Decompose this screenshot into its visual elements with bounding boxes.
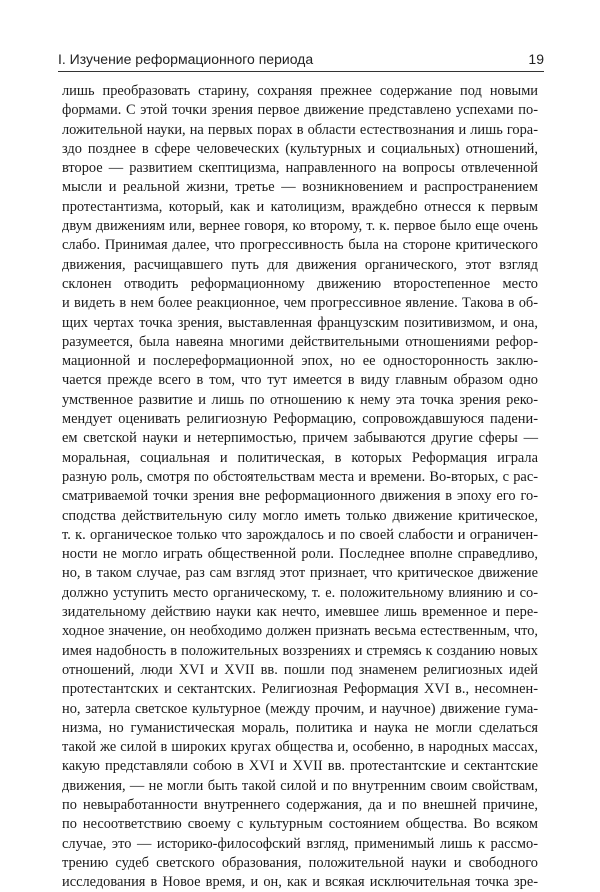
text-line: ности не могло играть общественной роли. Последнее вполне справедливо, bbox=[62, 546, 538, 563]
text-line: случае, это — историко-философский взгляд, применимый лишь к рассмо- bbox=[62, 835, 538, 852]
text-line: сподства действительную силу могло иметь только движение критическое, bbox=[62, 507, 538, 524]
text-line: но, затерла светское культурное (между прочим, и научное) движение гума- bbox=[62, 700, 538, 717]
text-line: мендует оценивать религиозную Реформацию, сопровождавшуюся падени- bbox=[62, 411, 538, 428]
text-line: умственное развитие и лишь по отношению к нему эта точка зрения реко- bbox=[62, 391, 538, 408]
text-line: по несоответствию своему с культурным состоянием общества. Во всяком bbox=[62, 816, 538, 833]
text-line: двум движениям или, вернее говоря, ко второму, т. к. первое было еще очень bbox=[62, 218, 538, 235]
text-line: протестантизма, который, как и католицизм, враждебно отнесся к первым bbox=[62, 198, 538, 215]
text-line: протестантских и сектантских. Религиозная Реформация XVI в., несомнен- bbox=[62, 681, 538, 698]
running-title: I. Изучение реформационного периода bbox=[58, 51, 314, 67]
page-number: 19 bbox=[528, 51, 544, 67]
text-line: но, в таком случае, раз сам взгляд этот признает, что критическое движение bbox=[62, 565, 538, 582]
text-line: отношений, люди XVI и XVII вв. пошли под знаменем религиозных идей bbox=[62, 661, 538, 678]
text-line: разумеется, была навеяна многими действительными отношениями рефор- bbox=[62, 333, 538, 350]
text-line: и видеть в нем более реакционное, чем прогрессивное явление. Такова в об- bbox=[62, 295, 538, 312]
text-line: щих чертах точка зрения, выставленная французским позитивизмом, и она, bbox=[62, 314, 538, 331]
text-line: движения, расчищавшего путь для движения органического, этот взгляд bbox=[62, 256, 538, 273]
text-line: мационной и послереформационной эпох, но ее односторонность заклю- bbox=[62, 353, 538, 370]
text-line: исследования в Новое время, и он, как и всякая исключительная точка зре- bbox=[62, 874, 538, 891]
text-line: зидательному действию науки как нечто, имевшее лишь временное и пере- bbox=[62, 604, 538, 621]
body-text bbox=[62, 82, 538, 892]
text-line: чается прежде всего в том, что тут имеется в виду главным образом одно bbox=[62, 372, 538, 389]
text-line: слабо. Принимая далее, что прогрессивность была на стороне критического bbox=[62, 237, 538, 254]
text-line: имея надобность в положительных воззрениях и стремясь к созданию новых bbox=[62, 642, 538, 659]
text-line: движения, — не могли быть такой силой и по внутренним своим свойствам, bbox=[62, 777, 538, 794]
text-line: второе — развитием скептицизма, направленного на вопросы отвлеченной bbox=[62, 160, 538, 177]
text-line: какую представляли собою в XVI и XVII вв. протестантские и сектантские bbox=[62, 758, 538, 775]
text-line: разную роль, смотря по обстоятельствам места и времени. Во-вторых, с рас- bbox=[62, 468, 538, 485]
text-line: ем светской науки и нетерпимостью, причем забываются другие сферы — bbox=[62, 430, 538, 447]
text-line: по невыработанности внутреннего содержания, да и по внешней причине, bbox=[62, 796, 538, 813]
text-line: низма, но гуманистическая мораль, политика и наука не могли сделаться bbox=[62, 719, 538, 736]
running-header bbox=[58, 50, 544, 74]
header-rule bbox=[58, 71, 544, 72]
text-line: трению судеб светского образования, положительной науки и свободного bbox=[62, 854, 538, 871]
text-line: моральная, социальная и политическая, в которых Реформация играла bbox=[62, 449, 538, 466]
text-line: лишь преобразовать старину, сохраняя прежнее содержание под новыми bbox=[62, 83, 538, 99]
text-line: такой же силой в широких кругах общества и, особенно, в народных массах, bbox=[62, 739, 538, 756]
text-line: ходное значение, он необходимо должен признать весьма естественным, что, bbox=[62, 623, 538, 640]
text-line: мысли и реальной жизни, третье — возникновением и распространением bbox=[62, 179, 538, 196]
text-line: формами. С этой точки зрения первое движение представлено успехами по- bbox=[62, 102, 538, 119]
text-line: сматриваемой точки зрения вне реформационного движения в эпоху его го- bbox=[62, 488, 538, 505]
text-line: должно уступить место органическому, т. е. положительному влиянию и со- bbox=[62, 584, 538, 601]
text-line: здо позднее в сфере человеческих (культурных и социальных) отношений, bbox=[62, 140, 538, 157]
text-line: т. к. органическое только что зарождалось и по своей слабости и ограничен- bbox=[62, 526, 538, 543]
text-line: ложительной науки, на первых порах в области естествознания и лишь гора- bbox=[62, 121, 538, 138]
text-line: склонен отводить реформационному движению второстепенное место bbox=[62, 275, 538, 292]
